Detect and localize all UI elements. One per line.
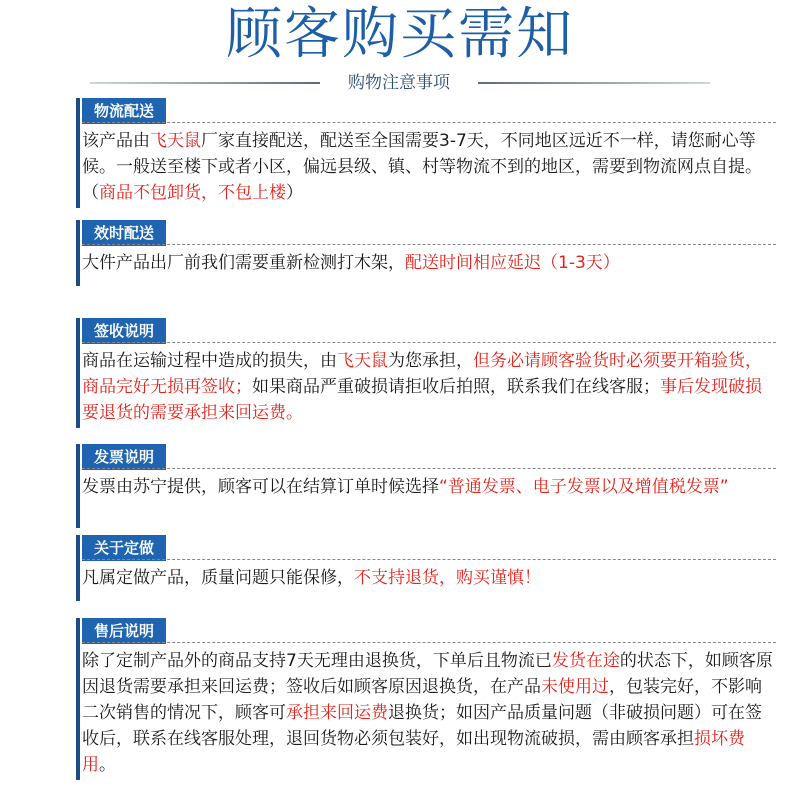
section-body-custom bbox=[82, 561, 776, 591]
body-text: 发票由苏宁提供，顾客可以在结算订单时候选择 bbox=[82, 477, 439, 497]
section-accent-bar bbox=[76, 618, 80, 644]
section-header bbox=[76, 618, 776, 644]
section-dashed-divider bbox=[82, 342, 776, 343]
highlight-text: 事后发现破损要退货的需要承担来回运费。 bbox=[82, 377, 762, 423]
body-text: 除了定制产品外的商品支持7天无理由退换货，下单后且物流已 bbox=[82, 651, 552, 671]
highlight-text: 配送时间相应延迟（1-3天） bbox=[405, 253, 620, 273]
section-body-logistics bbox=[82, 124, 776, 206]
body-text: 如果商品严重破损请拒收后拍照，联系我们在线客服； bbox=[252, 377, 660, 397]
body-text: 商品在运输过程中造成的损失，由 bbox=[82, 351, 337, 371]
section-header bbox=[76, 535, 776, 561]
body-text: 。 bbox=[99, 755, 116, 775]
body-text: 退换货；如因产品质量问题（非破损问题）可在签收后，联系在线客服处理，退回货物必须包装好，如出现物流破损，需由顾客承担 bbox=[82, 703, 762, 749]
body-text: ） bbox=[286, 183, 303, 203]
section-side-bar bbox=[76, 561, 80, 601]
highlight-text: “普通发票、电子发票以及增值税发票” bbox=[439, 477, 729, 497]
section-signing bbox=[76, 318, 776, 426]
section-body-timing bbox=[82, 246, 776, 276]
section-timing bbox=[76, 220, 776, 276]
section-side-bar bbox=[76, 644, 80, 780]
subtitle-row bbox=[0, 70, 800, 96]
section-body-after-sales bbox=[82, 644, 776, 778]
section-custom bbox=[76, 535, 776, 591]
section-side-bar bbox=[76, 344, 80, 428]
subtitle-divider-right bbox=[478, 82, 710, 84]
page-title: 顾客购买需知 bbox=[226, 2, 574, 67]
section-body-signing bbox=[82, 344, 776, 426]
highlight-text: 发货在途 bbox=[551, 651, 620, 671]
highlight-text: 商品不包卸货，不包上楼 bbox=[99, 183, 286, 203]
section-tag-custom: 关于定做 bbox=[82, 535, 166, 561]
section-side-bar bbox=[76, 246, 80, 286]
section-side-bar bbox=[76, 124, 80, 208]
section-header bbox=[76, 318, 776, 344]
section-dashed-divider bbox=[82, 642, 776, 643]
subtitle-divider-left bbox=[90, 82, 320, 84]
highlight-text: 但务必请顾客验货时必须要开箱验货，商品完好无损再签收； bbox=[82, 351, 762, 397]
section-dashed-divider bbox=[82, 468, 776, 469]
section-tag-signing: 签收说明 bbox=[82, 318, 166, 344]
section-tag-after-sales: 售后说明 bbox=[82, 618, 166, 644]
highlight-text: 飞天鼠 bbox=[150, 131, 201, 151]
section-dashed-divider bbox=[82, 122, 776, 123]
section-accent-bar bbox=[76, 444, 80, 470]
body-text: 凡属定做产品，质量问题只能保修， bbox=[82, 568, 354, 588]
body-text: 该产品由 bbox=[82, 131, 150, 151]
section-invoice bbox=[76, 444, 776, 500]
highlight-text: 不支持退货，购买谨慎！ bbox=[354, 568, 541, 588]
section-logistics bbox=[76, 98, 776, 206]
section-side-bar bbox=[76, 470, 80, 528]
section-accent-bar bbox=[76, 318, 80, 344]
body-text: ，包装完好，不影响二次销售的情况下，顾客可 bbox=[82, 677, 762, 723]
section-accent-bar bbox=[76, 535, 80, 561]
section-after-sales bbox=[76, 618, 776, 778]
section-header bbox=[76, 220, 776, 246]
section-dashed-divider bbox=[82, 559, 776, 560]
section-header bbox=[76, 98, 776, 124]
highlight-text: 未使用过 bbox=[541, 677, 609, 697]
highlight-text: 承担来回运费 bbox=[286, 703, 388, 723]
body-text: 的状态下，如顾客原因退货需要承担来回运费；签收后如顾客原因退换货，在产品 bbox=[82, 651, 773, 697]
highlight-text: 损坏费用 bbox=[82, 729, 745, 775]
section-body-invoice bbox=[82, 470, 776, 500]
section-dashed-divider bbox=[82, 244, 776, 245]
section-tag-invoice: 发票说明 bbox=[82, 444, 166, 470]
highlight-text: 飞天鼠 bbox=[337, 351, 388, 371]
section-accent-bar bbox=[76, 98, 80, 124]
section-header bbox=[76, 444, 776, 470]
body-text: 厂家直接配送，配送至全国需要3-7天，不同地区远近不一样，请您耐心等候。一般送至楼下或者小区，偏远县级、镇、村等物流不到的地区，需要到物流网点自提。（ bbox=[82, 131, 762, 203]
section-tag-logistics: 物流配送 bbox=[82, 98, 166, 124]
section-tag-timing: 效时配送 bbox=[82, 220, 166, 246]
section-accent-bar bbox=[76, 220, 80, 246]
body-text: 为您承担， bbox=[388, 351, 473, 371]
body-text: 大件产品出厂前我们需要重新检测打木架， bbox=[82, 253, 405, 273]
page-subtitle: 购物注意事项 bbox=[348, 73, 450, 93]
